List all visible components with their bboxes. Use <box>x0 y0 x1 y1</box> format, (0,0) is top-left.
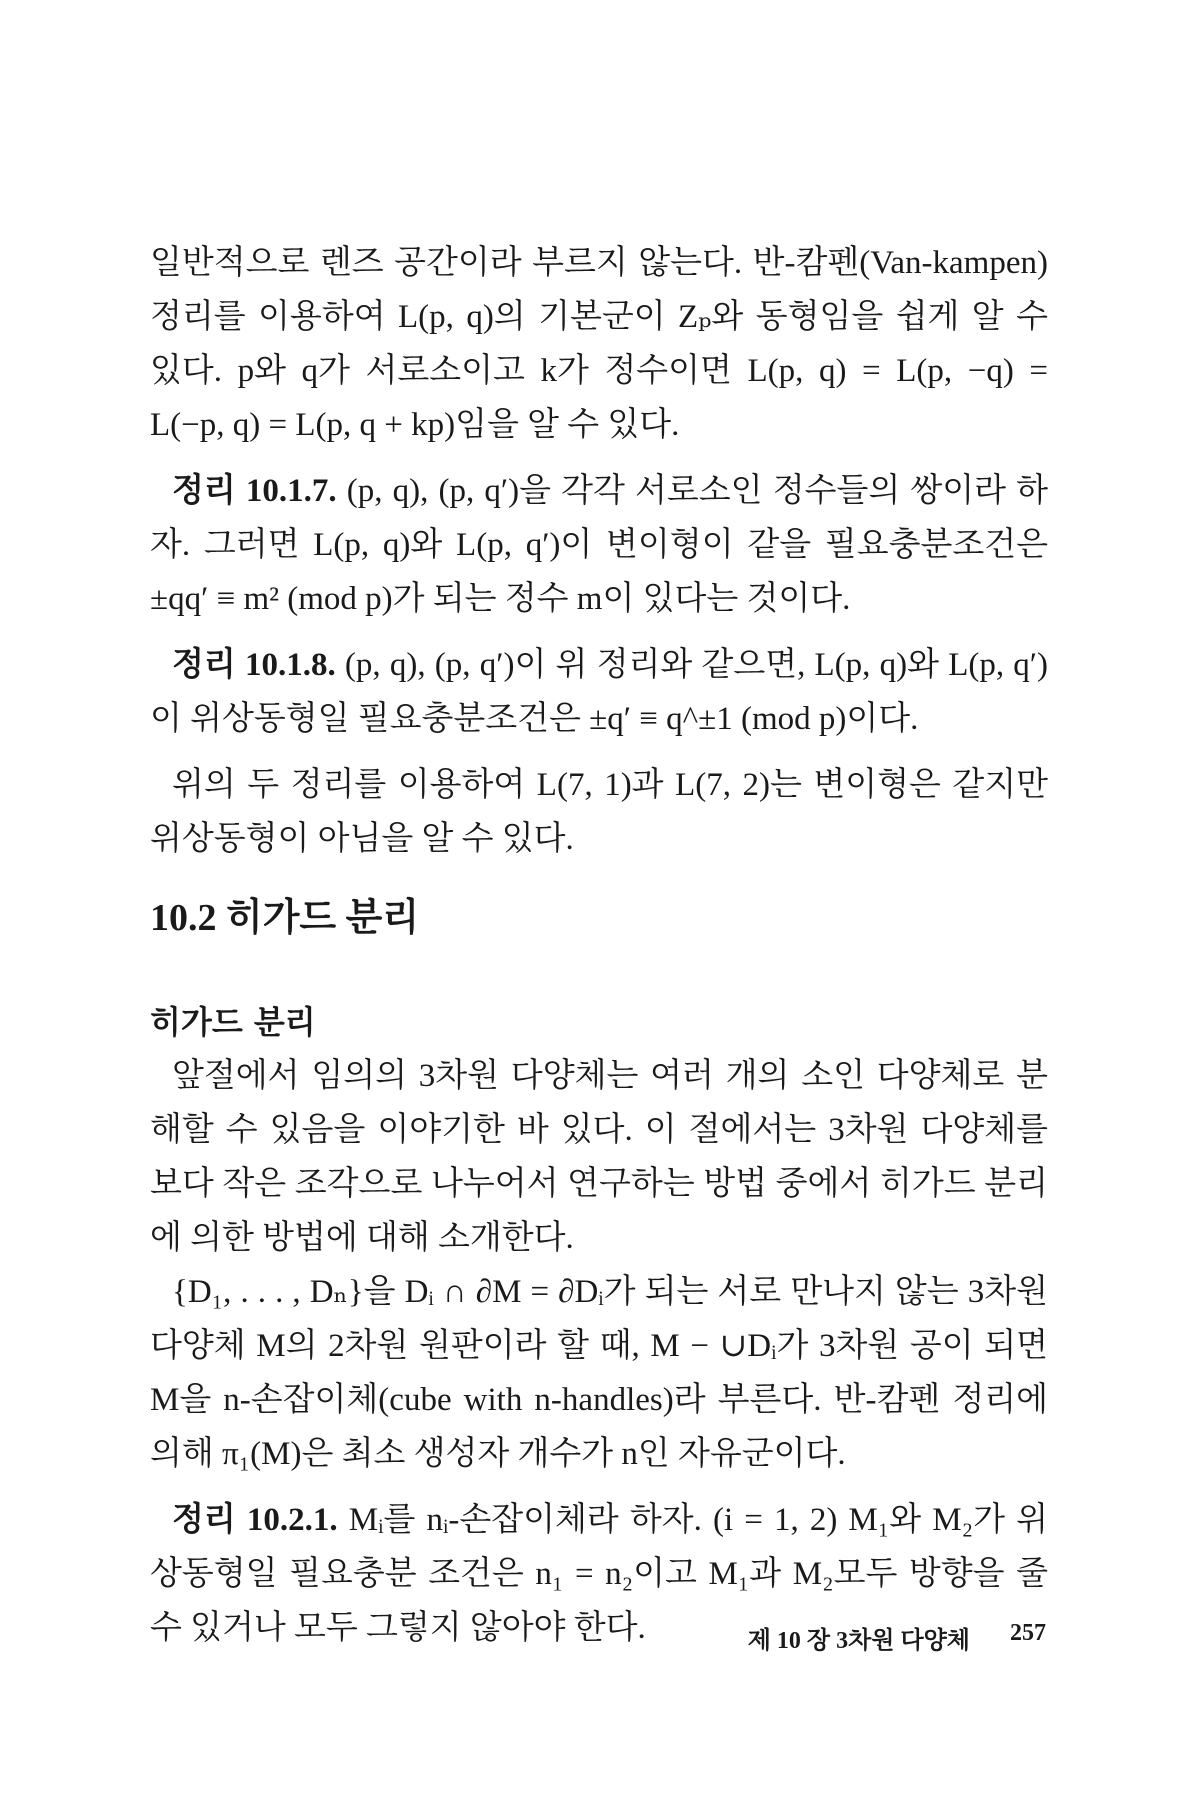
theorem-label: 정리 10.1.7. <box>172 473 337 509</box>
theorem-10-1-8 <box>150 638 1048 746</box>
theorem-label: 정리 10.2.1. <box>172 1502 338 1538</box>
paragraph-example: 위의 두 정리를 이용하여 L(7, 1)과 L(7, 2)는 변이형은 같지만 위상동형이 아님을 알 수 있다. <box>150 767 1048 857</box>
page-body-top <box>150 236 1048 866</box>
chapter-title: 제 10 장 3차원 다양체 <box>747 1628 970 1654</box>
section-body <box>150 995 1048 1655</box>
section-heading: 10.2 히가드 분리 <box>150 897 420 939</box>
page-number: 257 <box>1010 1620 1046 1646</box>
theorem-body: (p, q), (p, q′)이 위 정리와 같으면, L(p, q)와 L(p, q′)이 위상동형일 필요충분조건은 ±q′ ≡ q^±1 (mod p)이다. <box>150 647 1048 737</box>
paragraph-handlebody: {D₁, . . . , Dₙ}을 Dᵢ ∩ ∂M = ∂Dᵢ가 되는 서로 만나지 않는 3차원 다양체 M의 2차원 원판이라 할 때, M − ∪Dᵢ가 3차원 공이 되면 M을 n-손잡이체(cube with n-handles)라 부른다. 반-캄펜 정리에 의해 π₁(M)은 최소 생성자 개수가 n인 자유군이다. <box>150 1274 1048 1472</box>
subsection-heading: 히가드 분리 <box>150 1003 316 1041</box>
paragraph-intro: 앞절에서 임의의 3차원 다양체는 여러 개의 소인 다양체로 분해할 수 있음을 이야기한 바 있다. 이 절에서는 3차원 다양체를 보다 작은 조각으로 나누어서 연구하는 방법 중에서 히가드 분리에 의한 방법에 대해 소개한다. <box>150 1058 1048 1256</box>
page-footer <box>748 1620 1046 1655</box>
theorem-body: (p, q), (p, q′)을 각각 서로소인 정수들의 쌍이라 하자. 그러면 L(p, q)와 L(p, q′)이 변이형이 같을 필요충분조건은 ±qq′ ≡ m² (mod p)가 되는 정수 m이 있다는 것이다. <box>150 473 1048 617</box>
theorem-10-1-7 <box>150 464 1048 626</box>
theorem-label: 정리 10.1.8. <box>172 647 336 683</box>
paragraph-lens-space: 일반적으로 렌즈 공간이라 부르지 않는다. 반-캄펜(Van-kampen) 정리를 이용하여 L(p, q)의 기본군이 Zₚ와 동형임을 쉽게 알 수 있다. p와 q가 서로소이고 k가 정수이면 L(p, q) = L(p, −q) = L(−p, q) = L(p, q + kp)임을 알 수 있다. <box>150 245 1048 443</box>
theorem-body: Mᵢ를 nᵢ-손잡이체라 하자. (i = 1, 2) M₁와 M₂가 위상동형일 필요충분 조건은 n₁ = n₂이고 M₁과 M₂모두 방향을 줄 수 있거나 모두 그렇지 않아야 한다. <box>150 1502 1048 1646</box>
